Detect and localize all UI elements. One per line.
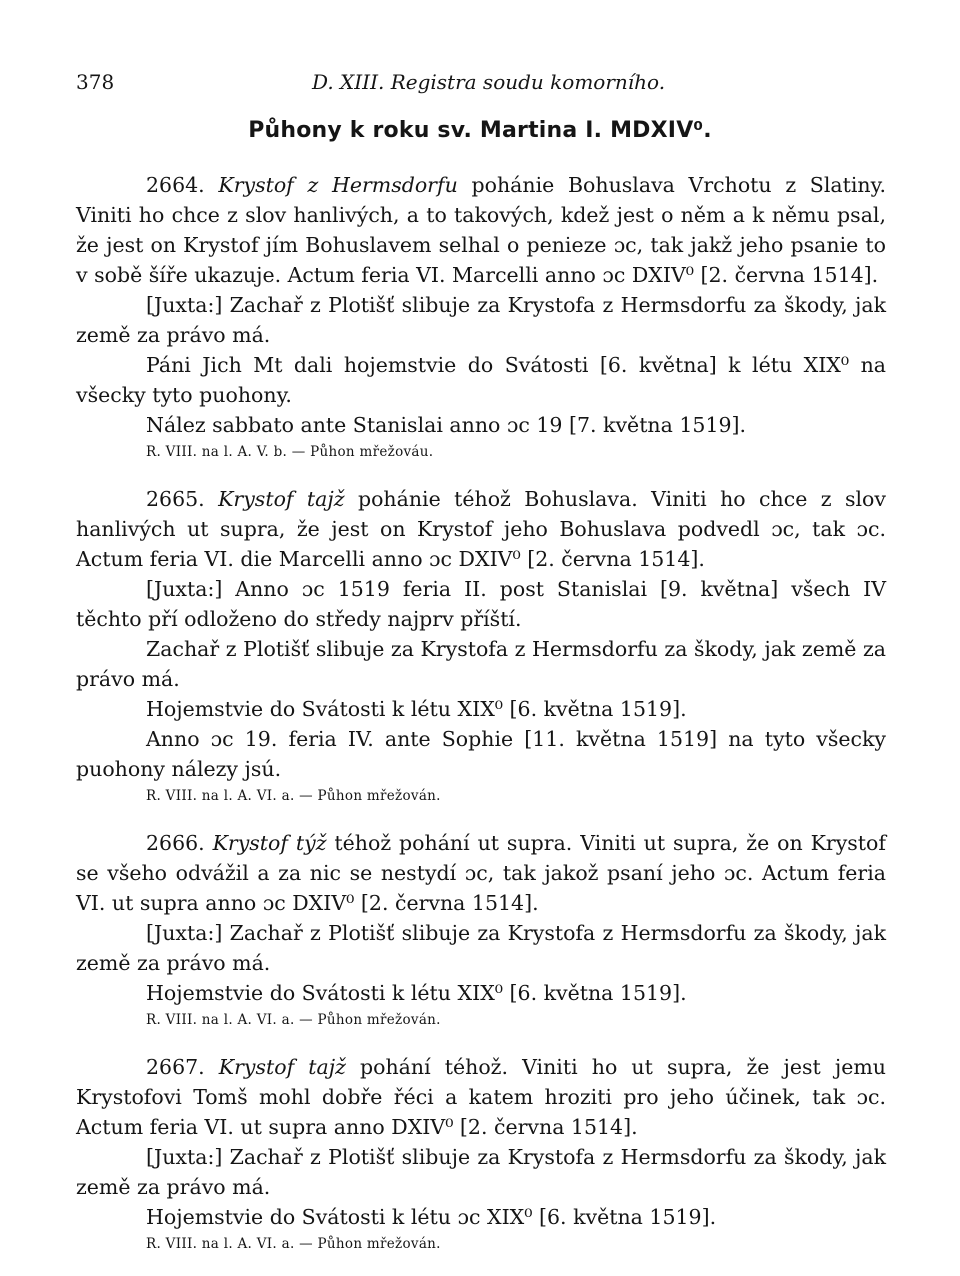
entry-note: Hojemstvie do Svátosti k létu XIX⁰ [6. května 1519]. [146,981,687,1005]
entry-note: Hojemstvie do Svátosti k létu XIX⁰ [6. května 1519]. [146,697,687,721]
entry-reference: R. VIII. na l. A. V. b. — Půhon mřežováu. [146,444,434,460]
entry-parties: Krystof z Hermsdorfu [218,173,458,197]
entry-number: 2664. [146,173,205,197]
entry-reference: R. VIII. na l. A. VI. a. — Půhon mřežován. [146,1012,441,1028]
entry-note: [Juxta:] Anno ɔc 1519 feria II. post Stanislai [9. května] všech IV těchto pří odloženo do středy najprv příští. [76,577,886,631]
entry-2665 [76,484,886,808]
entry-2664 [76,170,886,464]
entry-reference: R. VIII. na l. A. VI. a. — Půhon mřežován. [146,1236,441,1252]
entries-list [76,170,886,1276]
entry-note: Hojemstvie do Svátosti k létu ɔc XIX⁰ [6. května 1519]. [146,1205,717,1229]
entry-text: pohání téhož. Viniti ho ut supra, že jest jemu Krystofovi Tomš mohl dobře řéci a katem hroziti pro jeho účinek, tak ɔc. Actum feria VI. ut supra anno DXIV⁰ [2. června 1514]. [76,1055,886,1139]
entry-2666 [76,828,886,1032]
entry-parties: Krystof týž [212,831,327,855]
entry-number: 2667. [146,1055,205,1079]
page-number: 378 [76,70,115,94]
entry-main-text [76,170,886,290]
running-header [76,70,886,96]
entry-number: 2666. [146,831,205,855]
entry-main-text [76,1052,886,1142]
entry-parties: Krystof tajž [218,487,345,511]
entry-note: Anno ɔc 19. feria IV. ante Sophie [11. května 1519] na tyto všecky puohony nálezy jsú. [76,727,886,781]
entry-note: Nález sabbato ante Stanislai anno ɔc 19 [7. května 1519]. [146,413,747,437]
section-title: Půhony k roku sv. Martina I. MDXIV⁰. [248,118,712,143]
entry-note: [Juxta:] Zachař z Plotišť slibuje za Krystofa z Hermsdorfu za škody, jak země za právo má. [76,921,886,975]
entry-note: Zachař z Plotišť slibuje za Krystofa z Hermsdorfu za škody, jak země za právo má. [76,637,886,691]
entry-number: 2665. [146,487,205,511]
running-title: D. XIII. Registra soudu komorního. [312,70,666,94]
entry-text: pohánie Bohuslava Vrchotu z Slatiny. Viniti ho chce z slov hanlivých, a to takových, kdež jest o něm a k němu psal, že jest on Krystof jím Bohuslavem selhal o penieze ɔc, tak jakž jeho psanie to v sobě šíře ukazuje. Actum feria VI. Marcelli anno ɔc DXIV⁰ [2. června 1514]. [76,173,886,287]
entry-note: [Juxta:] Zachař z Plotišť slibuje za Krystofa z Hermsdorfu za škody, jak země za právo má. [76,293,886,347]
entry-main-text [76,828,886,918]
entry-note: Páni Jich Mt dali hojemstvie do Svátosti [6. května] k létu XIX⁰ na všecky tyto puohony. [76,353,886,407]
entry-parties: Krystof tajž [218,1055,346,1079]
entry-text: téhož pohání ut supra. Viniti ut supra, že on Krystof se všeho odvážil a za nic se nestydí ɔc, tak jakož psaní jeho ɔc. Actum feria VI. ut supra anno ɔc DXIV⁰ [2. června 1514]. [76,831,886,915]
entry-note: [Juxta:] Zachař z Plotišť slibuje za Krystofa z Hermsdorfu za škody, jak země za právo má. [76,1145,886,1199]
entry-text: pohánie téhož Bohuslava. Viniti ho chce z slov hanlivých ut supra, že jest on Krystof jeho Bohuslava podvedl ɔc, tak ɔc. Actum feria VI. die Marcelli anno ɔc DXIV⁰ [2. června 1514]. [76,487,886,571]
entry-2667 [76,1052,886,1256]
entry-main-text [76,484,886,574]
entry-reference: R. VIII. na l. A. VI. a. — Půhon mřežován. [146,788,441,804]
